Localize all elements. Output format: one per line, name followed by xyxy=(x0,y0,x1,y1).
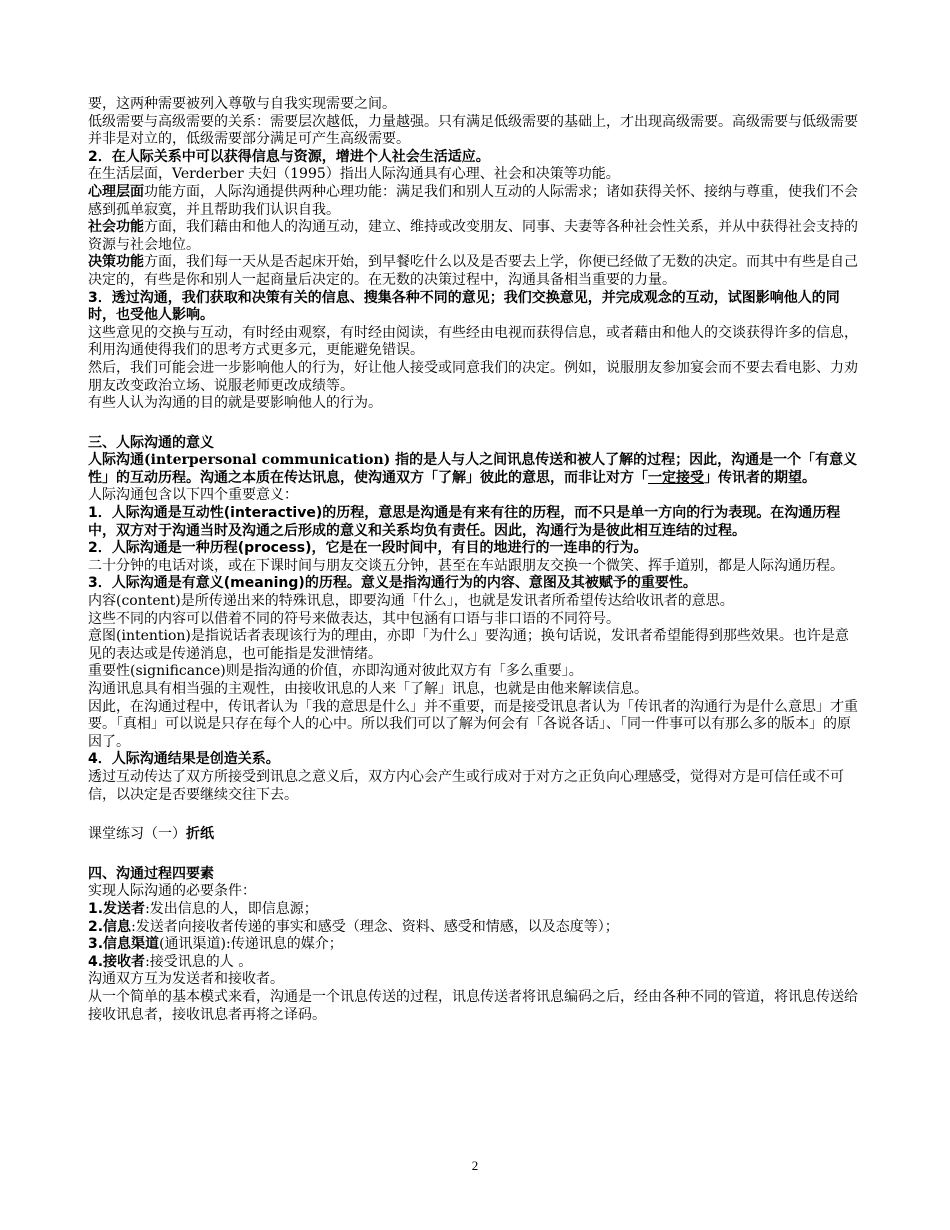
paragraph: 意图(intention)是指说话者表现该行为的理由，亦即「为什么」要沟通；换句话说，发讯者希望能得到那些效果。也许是意见的表达或是传递消息，也可能指是发泄情绪。 xyxy=(88,628,849,662)
element-text: :发送者向接收者传递的事实和感受（理念、资料、感受和情感，以及态度等）； xyxy=(131,918,619,935)
meaning-point: 1．人际沟通是互动性(interactive)的历程，意思是沟通是有来有往的历程，而不只是单一方向的行为表现。在沟通历程中，双方对于沟通当时及沟通之后形成的意义和关系均负有责任。因此，沟通行为是彼此相互连结的过程。 xyxy=(88,505,841,539)
paragraph-text: 方面，我们每一天从是否起床开始，到早餐吃什么以及是否要去上学，你便已经做了无数的决定。而其中有些是自己决定的，有些是你和别人一起商量后决定的。在无数的决策过程中，沟通具备相当重要的力量。 xyxy=(88,254,858,288)
definition-text: 」传讯者的期望。 xyxy=(704,469,816,486)
element-term: 2.信息 xyxy=(88,918,132,935)
exercise-line xyxy=(88,826,858,844)
paragraph: 沟通双方互为发送者和接收者。 xyxy=(88,971,284,988)
exercise-name: 折纸 xyxy=(186,826,214,843)
element-term: 3.信息渠道 xyxy=(88,936,160,953)
paragraph xyxy=(88,219,858,254)
paragraph: 重要性(significance)则是指沟通的价值，亦即沟通对彼此双方有「多么重要」。 xyxy=(88,663,583,680)
element-item xyxy=(88,954,858,972)
paragraph: 实现人际沟通的必要条件： xyxy=(88,883,256,900)
paragraph: 这些意见的交换与互动，有时经由观察，有时经由阅读，有些经由电视而获得信息，或者藉由和他人的交谈获得许多的信息，利用沟通使得我们的思考方式更多元，更能避免错误。 xyxy=(88,324,858,359)
element-text: :发出信息的人，即信息源； xyxy=(145,900,318,917)
paragraph: 二十分钟的电话对谈，或在下课时间与朋友交谈五分钟，甚至在车站跟朋友交换一个微笑、挥手道别，都是人际沟通历程。 xyxy=(88,557,844,574)
section-title: 三、人际沟通的意义 xyxy=(88,434,214,451)
paragraph: 低级需要与高级需要的关系：需要层次越低，力量越强。只有满足低级需要的基础上，才出现高级需要。高级需要与低级需要并非是对立的，低级需要部分满足可产生高级需要。 xyxy=(88,113,858,148)
paragraph-text: 功能方面，人际沟通提供两种心理功能：满足我们和别人互动的人际需求；诸如获得关怀、接纳与尊重，使我们不会感到孤单寂寞，并且帮助我们认识自我。 xyxy=(88,183,858,218)
paragraph-text: 方面，我们藉由和他人的沟通互动，建立、维持或改变朋友、同事、夫妻等各种社会性关系，并从中获得社会支持的资源与社会地位。 xyxy=(88,219,858,253)
definition-text: 人际沟通(interpersonal communication) 指的是人与人之间讯息传送和被人了解的过程；因此，沟通是一个「有意义性」的互动历程。沟通之本质在传达讯息，使沟通双方「了解」彼此的意思，而非让对方「 xyxy=(88,452,858,486)
bold-term: 决策功能 xyxy=(88,254,144,271)
paragraph: 这些不同的内容可以借着不同的符号来做表达，其中包涵有口语与非口语的不同符号。 xyxy=(88,610,620,627)
paragraph: 因此，在沟通过程中，传讯者认为「我的意思是什么」并不重要，而是接受讯息者认为「传讯者的沟通行为是什么意思」才重要。「真相」可以说是只存在每个人的心中。所以我们可以了解为何会有「各说各话」、「同一件事可以有那么多的版本」的原因了。 xyxy=(88,698,858,750)
page-number: 2 xyxy=(471,1158,479,1173)
paragraph: 有些人认为沟通的目的就是要影响他人的行为。 xyxy=(88,395,382,412)
paragraph: 透过互动传达了双方所接受到讯息之意义后，双方内心会产生或行成对于对方之正负向心理感受，觉得对方是可信任或不可信，以决定是否要继续交往下去。 xyxy=(88,768,844,803)
element-item xyxy=(88,919,858,937)
bold-term: 心理层面 xyxy=(88,183,144,200)
meaning-point: 2．人际沟通是一种历程(process)，它是在一段时间中，有目的地进行的一连串的行为。 xyxy=(88,540,648,557)
underlined-text: 一定接受 xyxy=(648,469,704,486)
paragraph: 要，这两种需要被列入尊敬与自我实现需要之间。 xyxy=(88,96,396,112)
document-page xyxy=(88,96,858,1024)
element-term: 4.接收者 xyxy=(88,953,146,970)
element-item xyxy=(88,936,858,954)
element-item xyxy=(88,901,858,919)
section-title: 四、沟通过程四要素 xyxy=(88,865,214,882)
paragraph: 人际沟通包含以下四个重要意义： xyxy=(88,487,298,504)
element-text: (通讯渠道):传递讯息的媒介； xyxy=(159,936,343,953)
paragraph: 从一个简单的基本模式来看，沟通是一个讯息传送的过程，讯息传送者将讯息编码之后，经由各种不同的管道，将讯息传送给接收讯息者，接收讯息者再将之译码。 xyxy=(88,988,858,1023)
bold-term: 社会功能 xyxy=(88,219,144,236)
paragraph: 在生活层面，Verderber 夫妇（1995）指出人际沟通具有心理、社会和决策等功能。 xyxy=(88,166,620,183)
paragraph xyxy=(88,184,858,219)
paragraph: 然后，我们可能会进一步影响他人的行为，好让他人接受或同意我们的决定。例如，说服朋友参加宴会而不要去看电影、力劝朋友改变政治立场、说服老师更改成绩等。 xyxy=(88,359,858,394)
exercise-label: 课堂练习（一） xyxy=(88,826,186,843)
paragraph: 沟通讯息具有相当强的主观性，由接收讯息的人来「了解」讯息，也就是由他来解读信息。 xyxy=(88,681,648,697)
point-heading: 3．透过沟通，我们获取和决策有关的信息、搜集各种不同的意见；我们交换意见，并完成观念的互动，试图影响他人的同时，也受他人影响。 xyxy=(88,289,840,324)
element-text: :接受讯息的人 。 xyxy=(145,953,253,970)
element-term: 1.发送者 xyxy=(88,900,146,917)
point-heading: 2．在人际关系中可以获得信息与资源，增进个人社会生活适应。 xyxy=(88,148,490,165)
paragraph: 内容(content)是所传递出来的特殊讯息，即要沟通「什么」，也就是发讯者所希望传达给收讯者的意思。 xyxy=(88,593,734,610)
meaning-point: 4．人际沟通结果是创造关系。 xyxy=(88,751,280,768)
definition-paragraph xyxy=(88,452,858,487)
meaning-point: 3．人际沟通是有意义(meaning)的历程。意义是指沟通行为的内容、意图及其被赋予的重要性。 xyxy=(88,575,697,592)
paragraph xyxy=(88,254,858,289)
